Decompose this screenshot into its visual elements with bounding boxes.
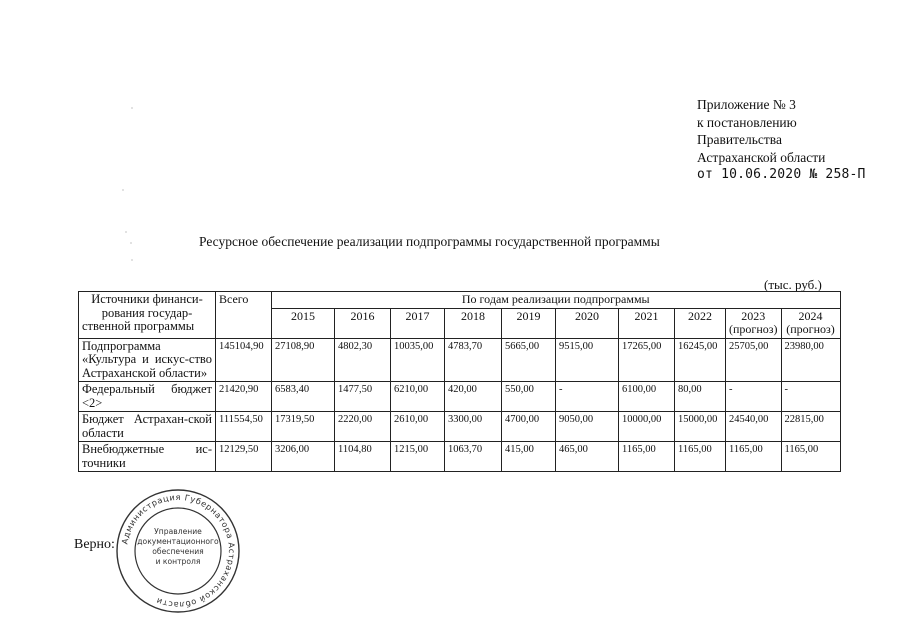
row-value: 1165,00 xyxy=(781,442,840,472)
row-source: Бюджет Астрахан-ской области xyxy=(79,412,216,442)
year-header: 2021 xyxy=(619,308,675,338)
row-value: 420,00 xyxy=(445,382,502,412)
row-value: 23980,00 xyxy=(781,338,840,382)
row-value: 6583,40 xyxy=(272,382,335,412)
year-header: 2019 xyxy=(502,308,556,338)
row-value: 550,00 xyxy=(502,382,556,412)
row-value: 1165,00 xyxy=(675,442,726,472)
row-value: 10000,00 xyxy=(619,412,675,442)
row-value: 4700,00 xyxy=(502,412,556,442)
row-value: 4802,30 xyxy=(335,338,391,382)
appendix-line: к постановлению xyxy=(697,114,797,130)
appendix-line: Приложение № 3 xyxy=(697,97,796,112)
row-value: 10035,00 xyxy=(391,338,445,382)
units-label: (тыс. руб.) xyxy=(764,277,822,292)
row-value: 17319,50 xyxy=(272,412,335,442)
appendix-date-line: от 10.06.2020 № 258-П xyxy=(697,167,866,182)
year-header: 2017 xyxy=(391,308,445,338)
table-row xyxy=(79,442,841,472)
row-value: 1165,00 xyxy=(619,442,675,472)
year-header: 2018 xyxy=(445,308,502,338)
row-value: 5665,00 xyxy=(502,338,556,382)
year-header: 2022 xyxy=(675,308,726,338)
row-total: 145104,90 xyxy=(216,338,272,382)
stamp-ring-text: Администрация Губернатора Астраханской области xyxy=(119,491,238,611)
table-row xyxy=(79,382,841,412)
row-value: 3300,00 xyxy=(445,412,502,442)
stamp-line: и контроля xyxy=(155,557,201,566)
row-value: 9050,00 xyxy=(556,412,619,442)
year-header: 2020 xyxy=(556,308,619,338)
row-value: 1215,00 xyxy=(391,442,445,472)
document-title: Ресурсное обеспечение реализации подпрограммы государственной программы xyxy=(199,234,660,249)
row-source: Федеральный бюджет <2> xyxy=(79,382,216,412)
row-value: - xyxy=(556,382,619,412)
row-value: 17265,00 xyxy=(619,338,675,382)
year-header: 2016 xyxy=(335,308,391,338)
verno-label: Верно: xyxy=(74,537,115,552)
header-years-group: По годам реализации подпрограммы xyxy=(272,292,841,309)
table-row xyxy=(79,412,841,442)
row-value: 1165,00 xyxy=(726,442,782,472)
stamp-line: документационного xyxy=(137,537,219,546)
row-value: 3206,00 xyxy=(272,442,335,472)
row-value: 1063,70 xyxy=(445,442,502,472)
appendix-line: Астраханской области xyxy=(697,149,826,165)
row-source: Подпрограмма «Культура и искус-ство Астраханской области» xyxy=(79,338,216,382)
row-total: 21420,90 xyxy=(216,382,272,412)
year-header: 2023 (прогноз) xyxy=(726,308,782,338)
appendix-block xyxy=(697,96,866,184)
row-value: 2610,00 xyxy=(391,412,445,442)
row-value: 80,00 xyxy=(675,382,726,412)
stamp-line: обеспечения xyxy=(152,547,204,556)
row-total: 111554,50 xyxy=(216,412,272,442)
row-value: 6210,00 xyxy=(391,382,445,412)
row-value: - xyxy=(726,382,782,412)
header-source: Источники финанси-рования государ-ственной программы xyxy=(79,292,216,339)
year-header: 2015 xyxy=(272,308,335,338)
official-stamp xyxy=(114,487,242,615)
row-value: 1104,80 xyxy=(335,442,391,472)
table-row xyxy=(79,338,841,382)
row-value: 15000,00 xyxy=(675,412,726,442)
row-value: 27108,90 xyxy=(272,338,335,382)
resource-table xyxy=(78,291,841,472)
row-value: - xyxy=(781,382,840,412)
scan-marks xyxy=(120,100,140,270)
row-value: 6100,00 xyxy=(619,382,675,412)
row-value: 4783,70 xyxy=(445,338,502,382)
appendix-line: Правительства xyxy=(697,132,782,147)
year-header: 2024 (прогноз) xyxy=(781,308,840,338)
row-value: 22815,00 xyxy=(781,412,840,442)
header-total: Всего xyxy=(216,292,272,339)
row-total: 12129,50 xyxy=(216,442,272,472)
row-value: 9515,00 xyxy=(556,338,619,382)
row-source: Внебюджетные ис-точники xyxy=(79,442,216,472)
row-value: 24540,00 xyxy=(726,412,782,442)
row-value: 25705,00 xyxy=(726,338,782,382)
row-value: 16245,00 xyxy=(675,338,726,382)
row-value: 1477,50 xyxy=(335,382,391,412)
stamp-line: Управление xyxy=(154,527,202,536)
row-value: 2220,00 xyxy=(335,412,391,442)
row-value: 415,00 xyxy=(502,442,556,472)
header-row xyxy=(79,292,841,309)
row-value: 465,00 xyxy=(556,442,619,472)
